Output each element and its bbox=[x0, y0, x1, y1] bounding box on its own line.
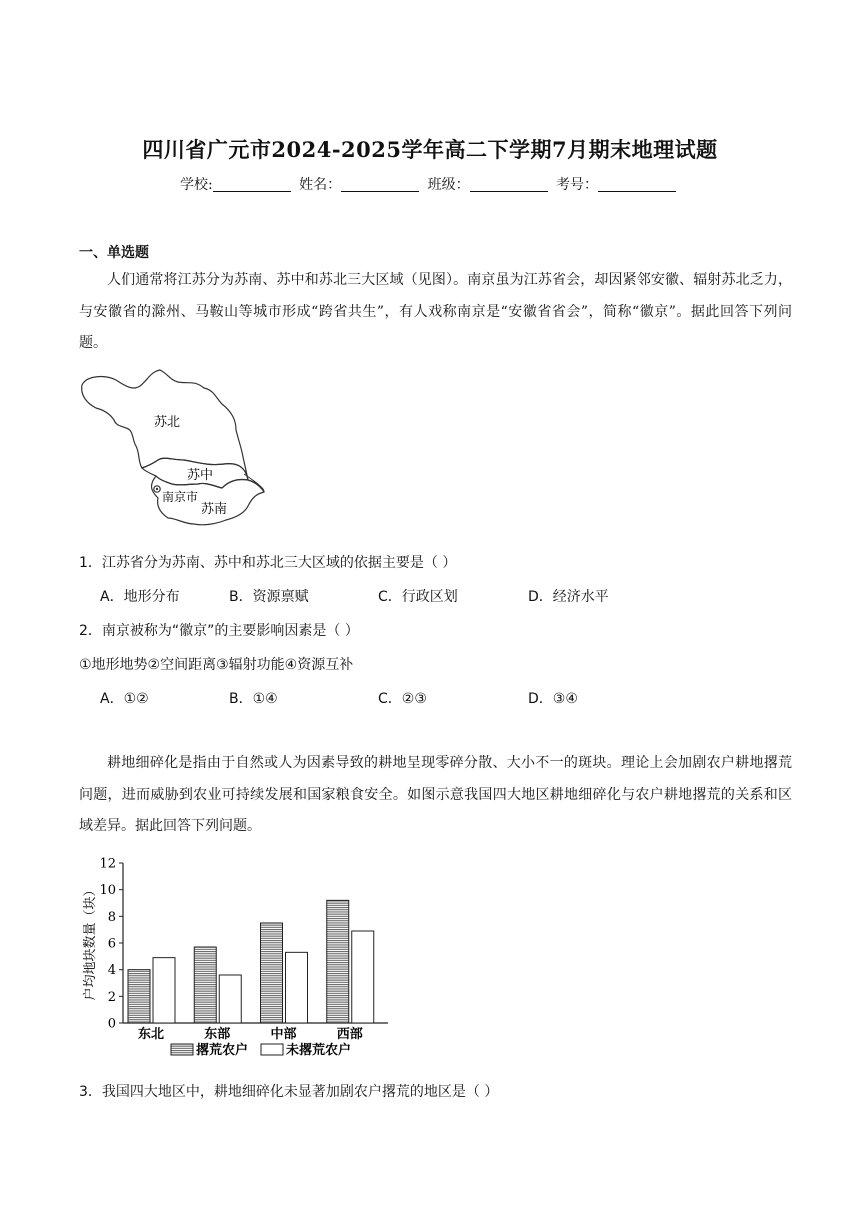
q2-option-a[interactable]: A．①② bbox=[100, 691, 149, 707]
nanjing-marker-dot bbox=[156, 488, 158, 490]
chart-legend bbox=[171, 1042, 351, 1058]
map-label-nanjing: 南京市 bbox=[162, 490, 199, 504]
y-tick-label: 0 bbox=[107, 1016, 116, 1032]
legend-swatch bbox=[261, 1044, 283, 1055]
x-tick-label: 中部 bbox=[270, 1027, 297, 1042]
question-2-items: ①地形地势②空间距离③辐射功能④资源互补 bbox=[79, 657, 354, 673]
q2-option-d[interactable]: D．③④ bbox=[528, 691, 578, 707]
section-heading: 一、单选题 bbox=[79, 245, 149, 261]
exam-title: 四川省广元市2024-2025学年高二下学期7月期末地理试题 bbox=[142, 137, 718, 162]
y-tick-label: 2 bbox=[107, 989, 116, 1005]
q1-option-b[interactable]: B．资源禀赋 bbox=[229, 589, 309, 605]
q2-option-b[interactable]: B．①④ bbox=[229, 691, 278, 707]
map-label-subei: 苏北 bbox=[154, 415, 181, 430]
q1-option-c[interactable]: C．行政区划 bbox=[378, 589, 458, 605]
bar-not-abandoned bbox=[153, 958, 175, 1023]
jiangsu-map bbox=[76, 368, 268, 538]
bar-not-abandoned bbox=[352, 931, 374, 1023]
y-tick-label: 10 bbox=[99, 883, 116, 899]
bar-abandoned bbox=[128, 970, 150, 1023]
passage-1 bbox=[79, 265, 792, 360]
chart-bars bbox=[128, 900, 374, 1023]
exam-no-label: 考号： bbox=[556, 177, 599, 193]
school-label: 学校: bbox=[179, 177, 213, 193]
passage-2-text: 耕地细碎化是指由于自然或人为因素导致的耕地呈现零碎分散、大小不一的斑块。理论上会加剧农户耕地撂荒问题，进而威胁到农业可持续发展和国家粮食安全。如图示意我国四大地区耕地细碎化与农户耕地撂荒的关系和区域差异。据此回答下列问题。 bbox=[79, 755, 792, 834]
name-label: 姓名： bbox=[299, 177, 342, 193]
farmland-bar-chart bbox=[76, 852, 396, 1062]
question-2-stem: 2．南京被称为“徽京”的主要影响因素是（ ） bbox=[79, 623, 359, 639]
map-label-sunan: 苏南 bbox=[201, 502, 228, 517]
legend-label: 未撂荒农户 bbox=[286, 1043, 352, 1058]
x-tick-label: 东北 bbox=[137, 1027, 165, 1042]
x-tick-label: 西部 bbox=[336, 1027, 363, 1042]
chart-x-labels bbox=[138, 1026, 363, 1042]
q1-option-d[interactable]: D．经济水平 bbox=[528, 589, 609, 605]
q2-option-c[interactable]: C．②③ bbox=[378, 691, 427, 707]
chart-y-axis-label: 户均地块数量（块） bbox=[83, 883, 98, 1001]
bar-abandoned bbox=[261, 923, 283, 1023]
class-label: 班级： bbox=[427, 177, 470, 193]
y-tick-label: 12 bbox=[99, 856, 116, 872]
question-1-stem: 1．江苏省分为苏南、苏中和苏北三大区域的依据主要是（ ） bbox=[79, 555, 457, 571]
exam-no-blank[interactable] bbox=[598, 177, 676, 192]
passage-1-text: 人们通常将江苏分为苏南、苏中和苏北三大区域（见图）。南京虽为江苏省会，却因紧邻安徽、辐射苏北乏力，与安徽省的滁州、马鞍山等城市形成“跨省共生”，有人戏称南京是“安徽省省会”，简称“徽京”。据此回答下列问题。 bbox=[79, 272, 792, 351]
y-tick-label: 8 bbox=[107, 909, 116, 925]
class-blank[interactable] bbox=[470, 177, 548, 192]
q1-option-a[interactable]: A．地形分布 bbox=[100, 589, 180, 605]
bar-abandoned bbox=[194, 947, 216, 1023]
name-blank[interactable] bbox=[341, 177, 419, 192]
bar-not-abandoned bbox=[219, 975, 241, 1023]
passage-2 bbox=[79, 748, 792, 843]
bar-abandoned bbox=[327, 900, 349, 1023]
legend-label: 撂荒农户 bbox=[196, 1043, 249, 1058]
question-3-stem: 3．我国四大地区中，耕地细碎化未显著加剧农户撂荒的地区是（ ） bbox=[79, 1084, 499, 1100]
x-tick-label: 东部 bbox=[204, 1027, 231, 1042]
legend-swatch bbox=[171, 1044, 193, 1055]
map-label-suzhong: 苏中 bbox=[187, 468, 214, 483]
y-tick-label: 6 bbox=[107, 936, 116, 952]
student-info-line bbox=[0, 174, 860, 194]
y-tick-label: 4 bbox=[107, 963, 116, 979]
school-blank[interactable] bbox=[213, 177, 291, 192]
bar-not-abandoned bbox=[286, 952, 308, 1023]
